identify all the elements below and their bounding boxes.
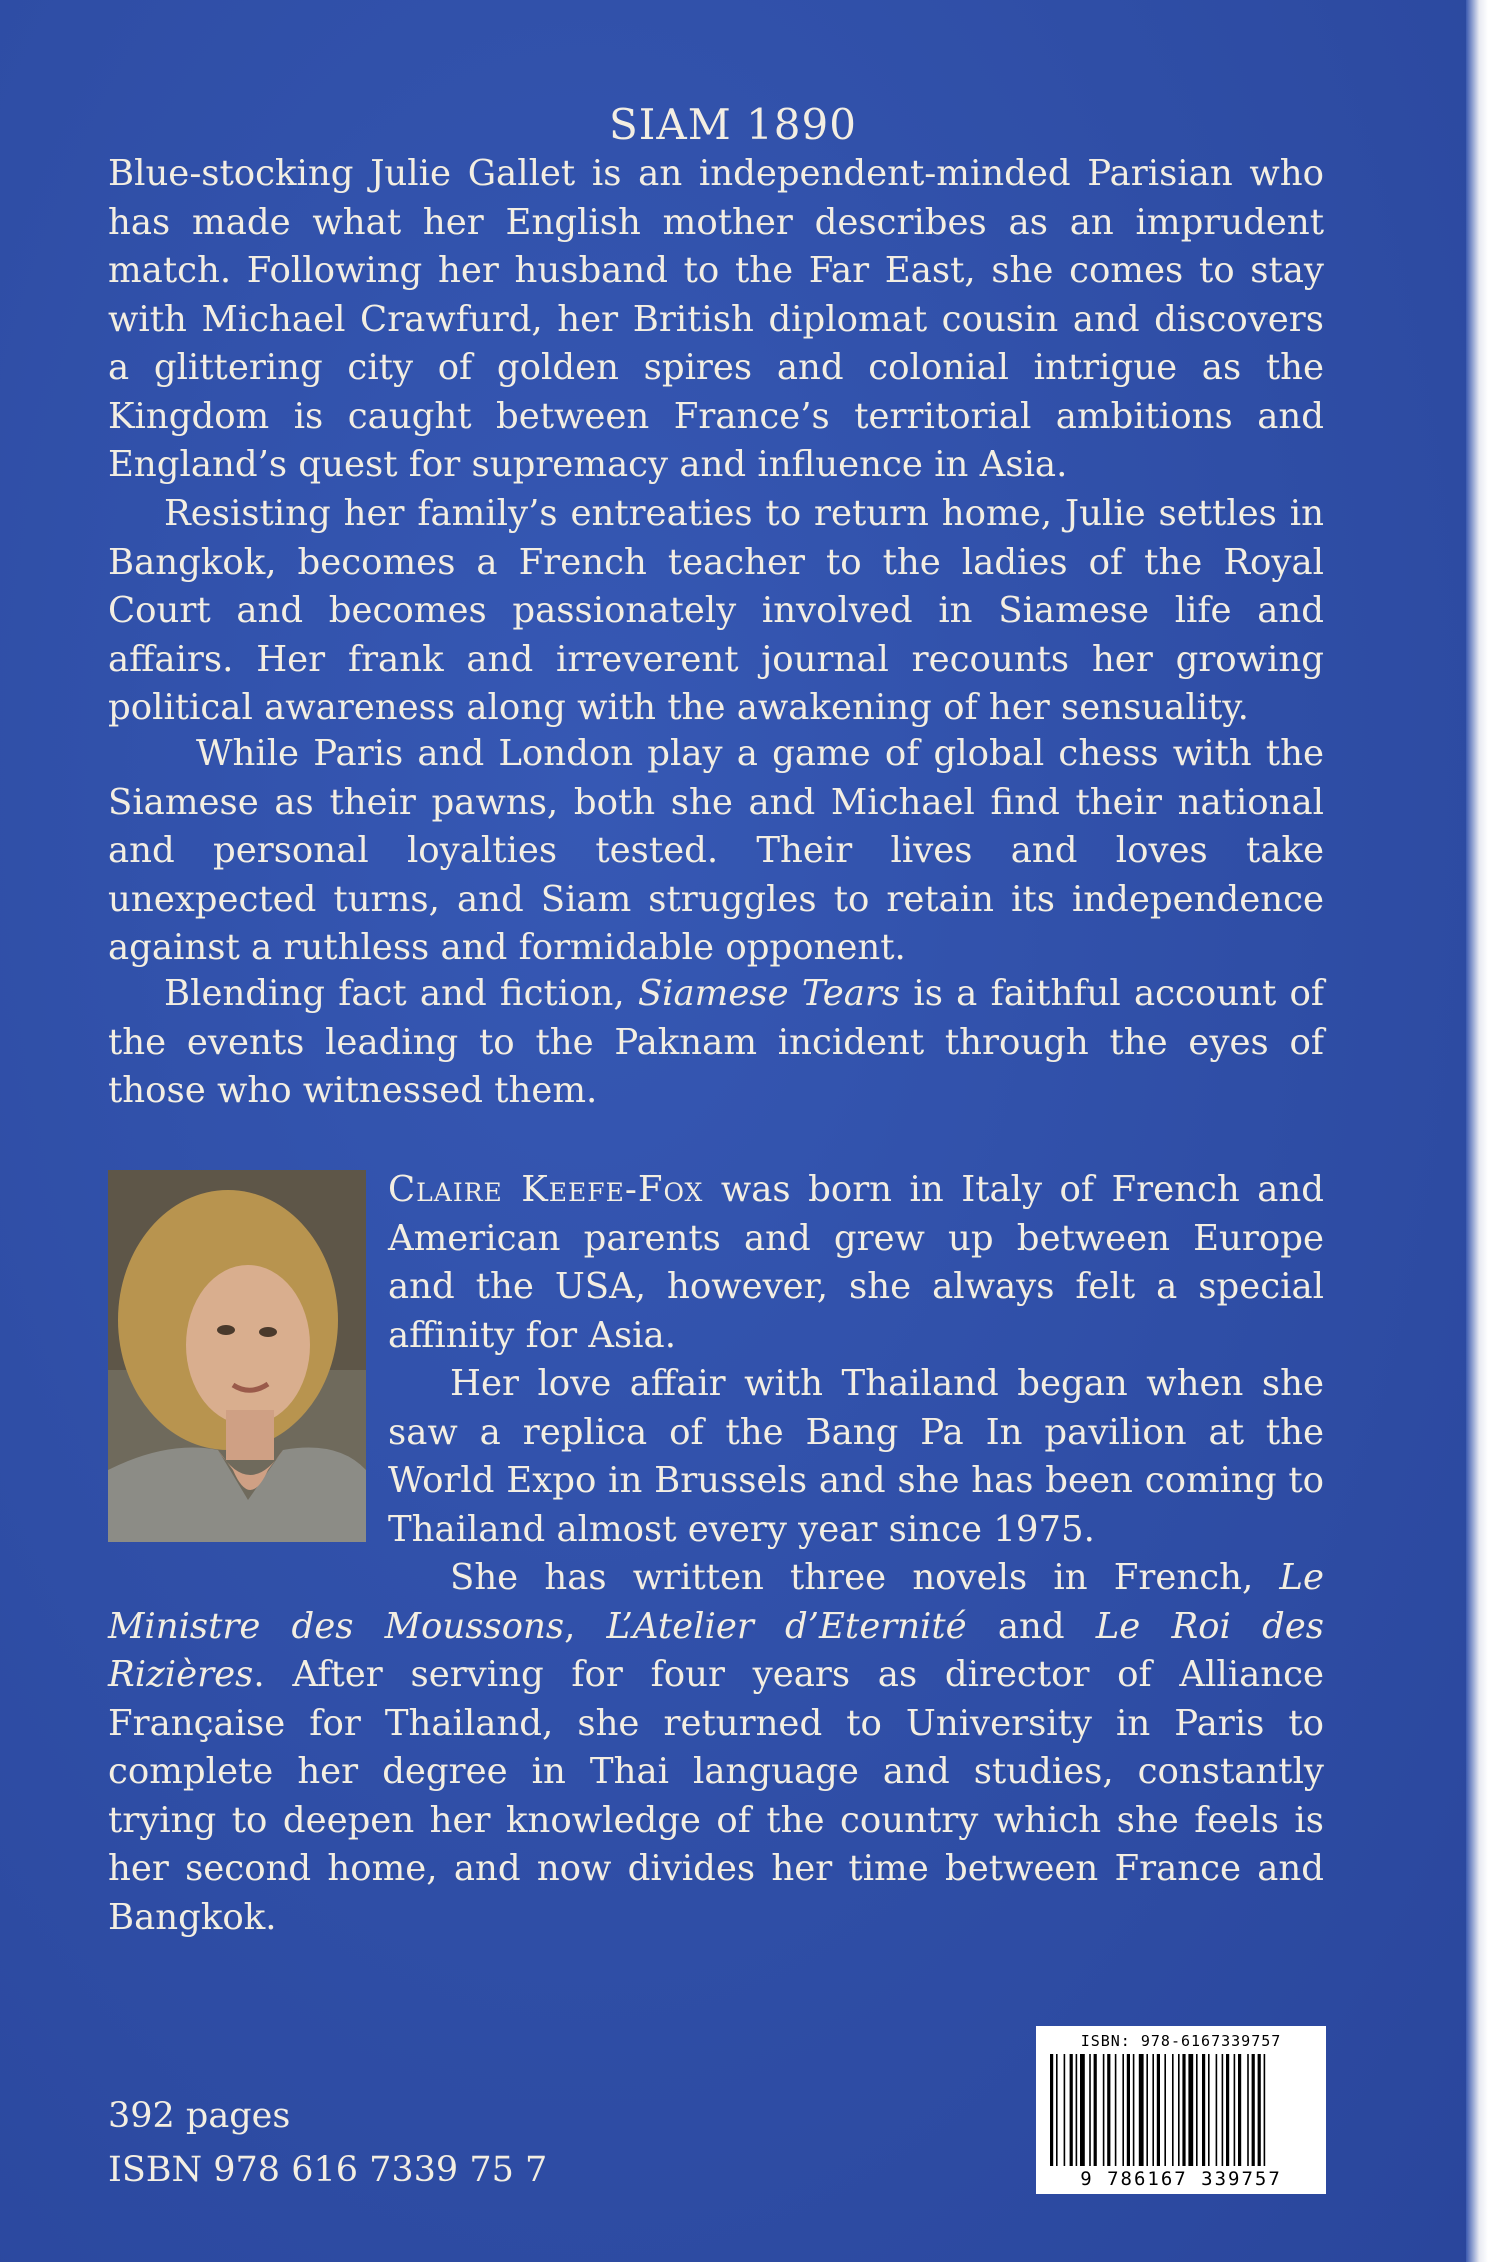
- bio3-text-c: and: [966, 1605, 1096, 1647]
- page-edge: [1466, 0, 1488, 2262]
- book-title-italic: Siamese Tears: [637, 973, 901, 1014]
- bio3-text-a: She has written three novels in French,: [450, 1557, 1280, 1598]
- author-bio-paragraph-3: [108, 1554, 1324, 1942]
- bio3-text-d: . After serving for four years as director of Alliance Française for Thailand, she returned to University in Paris to complete her degree in Thai language and studies, constantly trying to deepen her knowledge of the country which she feels is her second home, and now divides her time between France and Bangkok.: [108, 1654, 1324, 1938]
- heading: SIAM 1890: [609, 100, 857, 149]
- novel-title-1: Le Ministre des Moussons: [108, 1557, 1324, 1647]
- barcode-label: [1036, 2026, 1326, 2194]
- author-bio-paragraph-2: Her love affair with Thailand began when she saw a replica of the Bang Pa In pavilion at the World Expo in Brussels and she has been coming to Thailand almost every year since 1975.: [388, 1363, 1324, 1550]
- author-bio-paragraph-1: [388, 1166, 1324, 1360]
- novel-title-2: L’Atelier d’Eternité: [606, 1605, 967, 1647]
- author-photo: [108, 1170, 366, 1542]
- synopsis-paragraph-4: [108, 970, 1324, 1116]
- synopsis-paragraph-2: Resisting her family’s entreaties to return home, Julie settles in Bangkok, becomes a French teacher to the ladies of the Royal Court and becomes passionately involved in Siamese life and affairs. Her frank and irreverent journal recounts her growing political awareness along with the awakening of her sensuality.: [108, 493, 1324, 728]
- barcode-isbn-label: ISBN: 978-6167339757: [1080, 2032, 1282, 2050]
- p4-text-a: Blending fact and fiction,: [164, 973, 638, 1014]
- isbn-text: ISBN 978 616 7339 75 7: [108, 2150, 548, 2190]
- bio3-text-b: ,: [564, 1605, 607, 1647]
- p4-text-b: is a faithful account of the events leading to the Paknam incident through the eyes of those who witnessed them.: [108, 973, 1324, 1111]
- page-count: 392 pages: [108, 2096, 291, 2136]
- author-name: Claire Keefe-Fox: [388, 1169, 704, 1210]
- barcode-icon: [1046, 2054, 1316, 2170]
- novel-title-3: Le Roi des Rizières: [108, 1605, 1324, 1695]
- barcode-digits: 9 786167 339757: [1080, 2168, 1282, 2190]
- synopsis-paragraph-1: Blue-stocking Julie Gallet is an independent-minded Parisian who has made what her English mother describes as an imprudent match. Following her husband to the Far East, she comes to stay with Michael Crawfurd, her British diplomat cousin and discovers a glittering city of golden spires and colonial intrigue as the Kingdom is caught between France’s territorial ambitions and England’s quest for supremacy and influence in Asia.: [108, 153, 1324, 485]
- author-bio-1-text: was born in Italy of French and American parents and grew up between Europe and the USA, however, she always felt a special affinity for Asia.: [388, 1169, 1324, 1356]
- synopsis-paragraph-3: While Paris and London play a game of global chess with the Siamese as their pawns, both she and Michael find their national and personal loyalties tested. Their lives and loves take unexpected turns, and Siam struggles to retain its independence against a ruthless and formidable opponent.: [108, 733, 1324, 968]
